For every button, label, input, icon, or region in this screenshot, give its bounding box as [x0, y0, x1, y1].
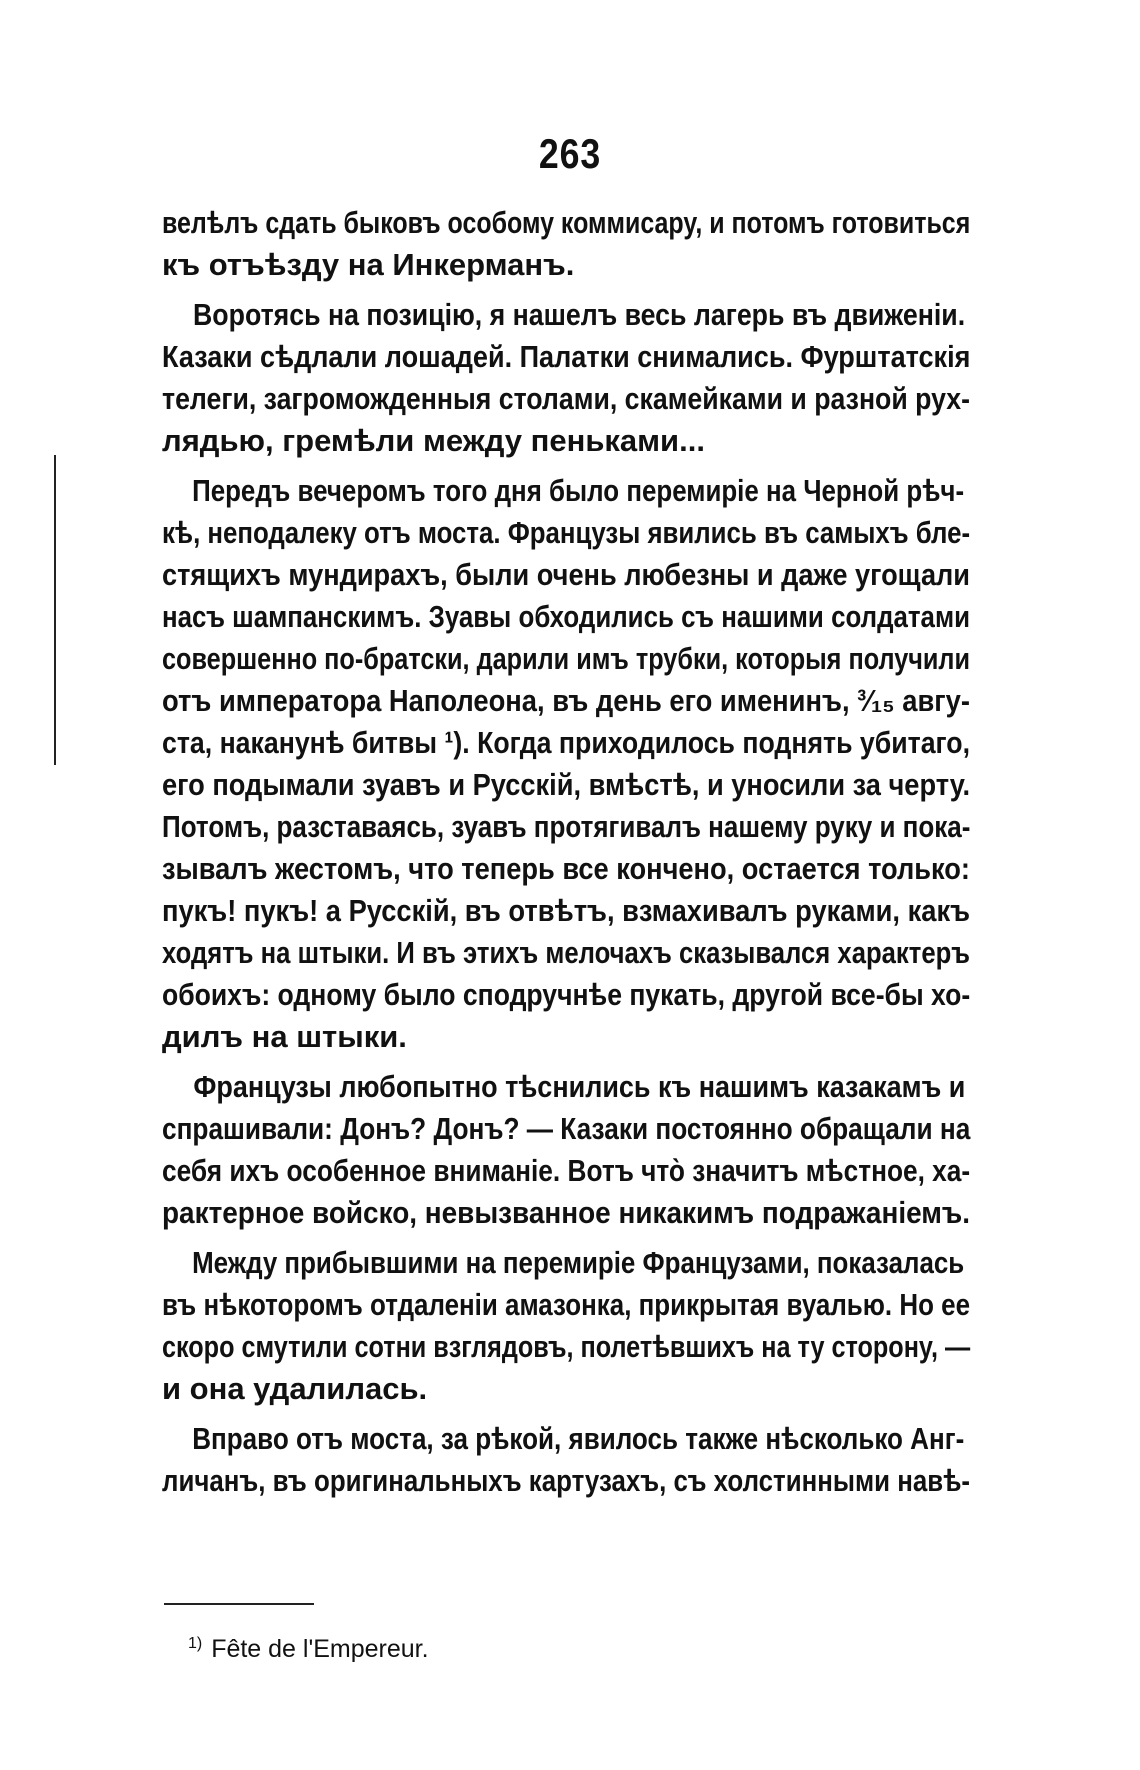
footnote — [188, 1632, 429, 1666]
text-line: совершенно по-братски, дарили имъ трубки, которыя получили — [162, 641, 970, 676]
paragraph-5 — [162, 1242, 970, 1410]
text-line: Французы любопытно тѣснились къ нашимъ казакамъ и — [193, 1069, 966, 1104]
text-line: скоро смутили сотни взглядовъ, полетѣвшихъ на ту сторону, — — [162, 1329, 971, 1364]
text-line: телеги, загроможденныя столами, скамейками и разной рух- — [162, 381, 970, 416]
text-line: ходятъ на штыки. И въ этихъ мелочахъ сказывался характеръ — [162, 935, 970, 970]
paragraph-1 — [162, 202, 970, 286]
text-line: къ отъѣзду на Инкерманъ. — [162, 247, 575, 282]
paragraph-6 — [162, 1418, 970, 1502]
footnote-mark: 1) — [188, 1634, 203, 1652]
text-line: кѣ, неподалеку отъ моста. Французы явились въ самыхъ бле- — [162, 515, 971, 550]
text-line: Воротясь на позицію, я нашелъ весь лагерь въ движеніи. — [193, 297, 966, 332]
text-line: Между прибывшими на перемиріе Французами, показалась — [192, 1245, 965, 1280]
paragraph-3 — [162, 470, 970, 1058]
paragraph-4 — [162, 1066, 970, 1234]
text-line: и она удалилась. — [162, 1371, 428, 1406]
text-line: обоихъ: одному было сподручнѣе пукать, другой все-бы хо- — [162, 977, 971, 1012]
text-line: стящихъ мундирахъ, были очень любезны и даже угощали — [162, 557, 971, 592]
body-text — [162, 202, 970, 1502]
footnote-separator — [164, 1603, 314, 1605]
text-line: рактерное войско, невызванное никакимъ подражаніемъ. — [162, 1195, 971, 1230]
text-line: отъ императора Наполеона, въ день его именинъ, ³⁄₁₅ авгу- — [162, 683, 970, 718]
text-line: лядью, гремѣли между пеньками... — [162, 423, 705, 458]
footnote-text: Fête de l'Empereur. — [211, 1635, 429, 1663]
text-line: Казаки сѣдлали лошадей. Палатки снимались. Фурштатскія — [162, 339, 971, 374]
text-line: спрашивали: Донъ? Донъ? — Казаки постоянно обращали на — [162, 1111, 971, 1146]
text-line: зывалъ жестомъ, что теперь все кончено, остается только: — [162, 851, 970, 886]
text-line: велѣлъ сдать быковъ особому коммисару, и потомъ готовиться — [162, 205, 971, 240]
text-line: Передъ вечеромъ того дня было перемиріе на Черной рѣч- — [192, 473, 965, 508]
text-line: Потомъ, разставаясь, зуавъ протягивалъ нашему руку и пока- — [162, 809, 971, 844]
text-line: дилъ на штыки. — [162, 1019, 407, 1054]
text-line: въ нѣкоторомъ отдаленіи амазонка, прикрытая вуалью. Но ее — [162, 1287, 970, 1322]
text-line: ста, наканунѣ битвы ¹). Когда приходилось поднять убитаго, — [162, 725, 970, 760]
text-line: пукъ! пукъ! а Русскій, въ отвѣтъ, взмахивалъ руками, какъ — [162, 893, 970, 928]
margin-marker-line — [54, 455, 56, 765]
text-line: себя ихъ особенное вниманіе. Вотъ что̀ значитъ мѣстное, ха- — [162, 1153, 971, 1188]
paragraph-2 — [162, 294, 970, 462]
text-line: Вправо отъ моста, за рѣкой, явилось также нѣсколько Анг- — [192, 1421, 965, 1456]
text-line: его подымали зуавъ и Русскій, вмѣстѣ, и уносили за черту. — [162, 767, 971, 802]
text-line: насъ шампанскимъ. Зуавы обходились съ нашими солдатами — [162, 599, 970, 634]
page-number: 263 — [538, 130, 602, 177]
text-line: личанъ, въ оригинальныхъ картузахъ, съ холстинными навѣ- — [162, 1463, 970, 1498]
